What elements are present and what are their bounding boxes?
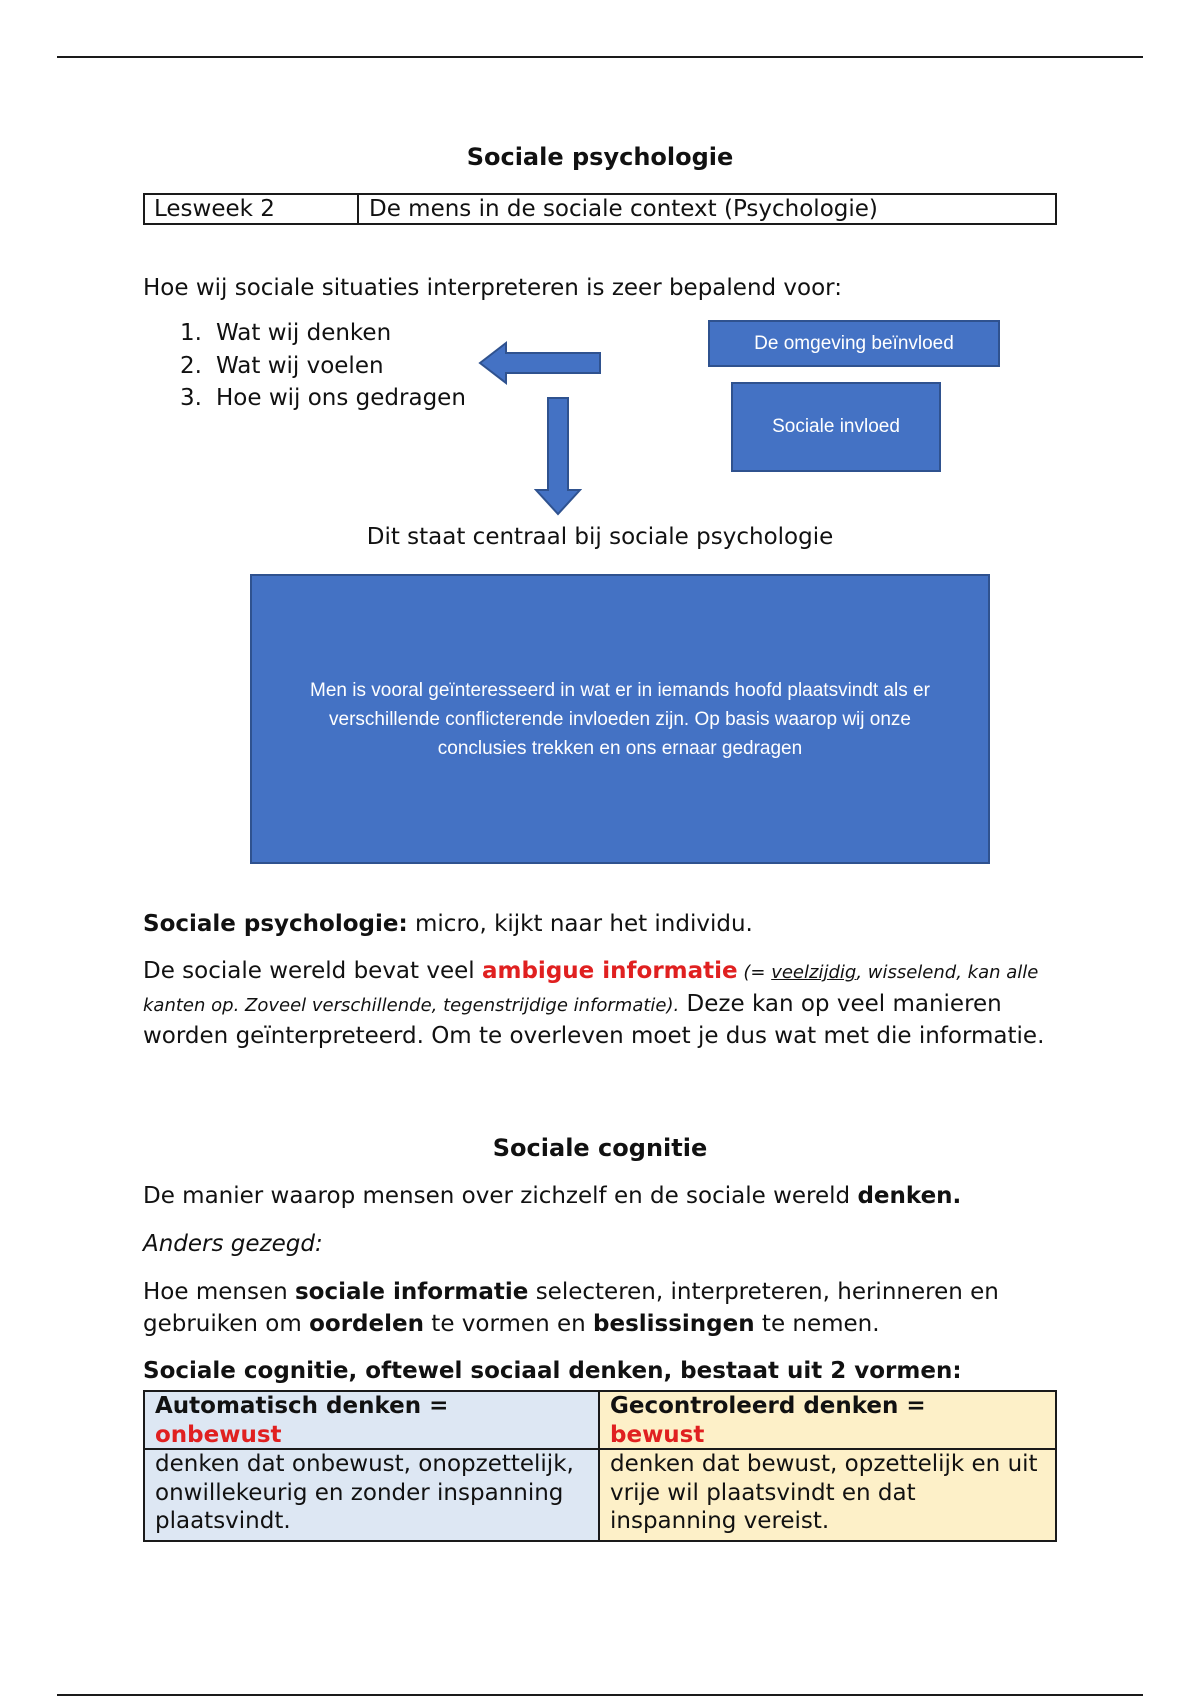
cognition-paragraph [143, 1276, 1063, 1340]
ambig-highlight: ambigue informatie [481, 958, 738, 984]
column-body: denken dat bewust, opzettelijk en uit vrije wil plaatsvindt en dat inspanning vereist. [610, 1451, 1038, 1534]
text-part: selecteren, interpreteren, herinneren en gebruiken om [143, 1279, 999, 1337]
definition-term: Sociale psychologie: [143, 911, 408, 937]
definition-text: micro, kijkt naar het individu. [407, 911, 753, 937]
text-part: te vormen en [423, 1311, 593, 1337]
ambig-pre: De sociale wereld bevat veel [143, 958, 482, 984]
list-number: 2. [180, 352, 202, 379]
list-text: Wat wij voelen [216, 352, 384, 379]
list-text: Wat wij denken [216, 320, 392, 346]
header-red-text: onbewust [155, 1421, 282, 1448]
bold-term: oordelen [309, 1311, 424, 1337]
cognition-definition [143, 1180, 1063, 1212]
ambig-post: Deze kan op veel manieren worden geïnterpreteerd. Om te overleven moet je dus wat met die informatie. [143, 990, 1045, 1049]
arrow-down-icon [534, 396, 582, 516]
paren-open: (= [737, 962, 772, 983]
list-number: 3. [180, 385, 202, 411]
sociale-invloed-box: Sociale invloed [731, 382, 941, 472]
omgeving-box: De omgeving beïnvloed [708, 320, 1000, 367]
list-item [180, 317, 466, 350]
list-text: Hoe wij ons gedragen [216, 385, 466, 411]
cog-def-bold: denken. [857, 1183, 962, 1209]
top-rule [57, 56, 1143, 58]
section-title: Sociale cognitie [492, 1134, 708, 1162]
week-table [143, 193, 1057, 225]
bottom-rule [57, 1694, 1143, 1696]
page-title: Sociale psychologie [466, 143, 734, 171]
bold-term: sociale informatie [294, 1279, 529, 1305]
header-text: Automatisch denken = [155, 1393, 449, 1419]
numbered-list [180, 317, 466, 415]
ambiguous-info-paragraph [143, 956, 1063, 1053]
list-number: 1. [180, 320, 202, 346]
column-header [145, 1392, 598, 1450]
text-part: Hoe mensen [143, 1279, 295, 1305]
week-cell: Lesweek 2 [145, 195, 359, 223]
arrow-left-icon [478, 340, 602, 386]
column-body: denken dat onbewust, onopzettelijk, onwillekeurig en zonder inspanning plaatsvindt. [155, 1451, 574, 1534]
definition-line [143, 908, 1063, 940]
cog-def-text: De manier waarop mensen over zichzelf en de sociale wereld [143, 1183, 858, 1209]
bold-term: beslissingen [593, 1311, 755, 1337]
text-part: te nemen. [754, 1311, 880, 1337]
automatic-thinking-column [145, 1392, 600, 1540]
list-item [180, 350, 466, 383]
underlined-word: veelzijdig [771, 962, 857, 983]
forms-heading: Sociale cognitie, oftewel sociaal denken, bestaat uit 2 vormen: [143, 1358, 962, 1384]
anders-gezegd: Anders gezegd: [143, 1231, 323, 1257]
paren-rest: , wisselend, kan alle kanten op. Zoveel verschillende, tegenstrijdige informatie). [143, 962, 1039, 1016]
central-box: Men is vooral geïnteresseerd in wat er in iemands hoofd plaatsvindt als er verschillende conflicterende invloeden zijn. Op basis waarop wij onze conclusies trekken en ons ernaar gedragen [250, 574, 990, 864]
intro-text: Hoe wij sociale situaties interpreteren is zeer bepalend voor: [143, 275, 842, 301]
thinking-forms-table [143, 1390, 1057, 1542]
controlled-thinking-column [600, 1392, 1055, 1540]
list-item [180, 382, 466, 415]
topic-cell: De mens in de sociale context (Psychologie) [369, 196, 878, 222]
column-header [600, 1392, 1055, 1450]
header-text: Gecontroleerd denken = [610, 1393, 926, 1419]
central-caption: Dit staat centraal bij sociale psychologie [366, 524, 834, 550]
header-red-text: bewust [610, 1421, 705, 1448]
